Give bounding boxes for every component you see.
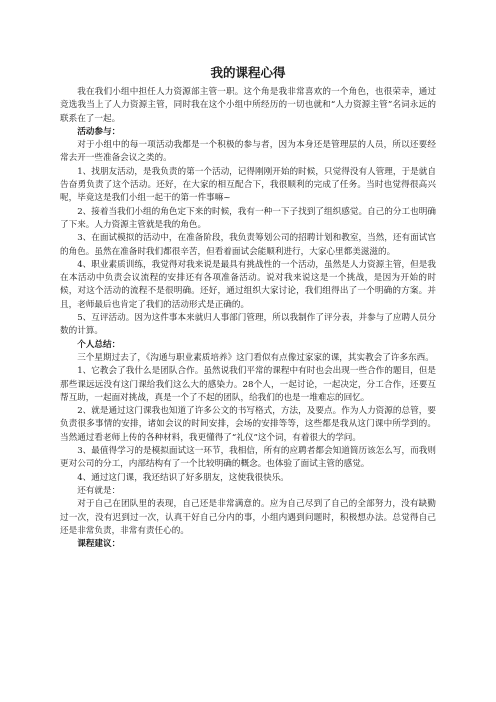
activity-item-2: 2、接着当我们小组的角色定下来的时候，我有一种一下子找到了组织感觉。自己的分工也明确了下来。人力资源主管就是我的角色。 [60,206,436,230]
activity-item-3: 3、在面试模拟的活动中，在准备阶段，我负责筹划公司的招聘计划和教室，当然，还有面试官的角色。虽然在准备时我们都很辛苦，但看着面试会能顺利进行，大家心里都美滋滋的。 [60,233,436,257]
suggestion-heading: 课程建议： [77,539,121,550]
summary-item-4: 4、通过这门课，我还结识了好多朋友，这使我很快乐。 [77,472,289,483]
summary-heading: 个人总结： [77,339,121,350]
activity-intro-paragraph: 对于小组中的每一项活动我都是一个积极的参与者，因为本身还是管理层的人员，所以还要经常去开一些准备会议之类的。 [60,140,436,164]
activity-heading: 活动参与： [77,126,121,137]
activity-item-5: 5、互评活动。因为这件事本来就归人事部门管理，所以我制作了评分表，并参与了应聘人员分数的计算。 [60,313,436,337]
activity-item-4: 4、职业素质训练，我觉得对我来说是最具有挑战性的一个活动，虽然是人力资源主管，但是我在本活动中负责会议流程的安排还有各项准备活动。说对我来说这是一个挑战，是因为开始的时候，对这个活动的流程不是很明确。还好，通过组织大家讨论，我们组得出了一个明确的方案。并且，老师最后也肯定了我们的活动形式是正确的。 [60,259,436,310]
activity-item-1: 1、找朋友活动，是我负责的第一个活动，记得刚刚开始的时候，只觉得没有人管理，于是就自告奋勇负责了这个活动。还好，在大家的相互配合下，我很顺利的完成了任务。当时也觉得很高兴呢，毕竟这是我们小组一起干的第一件事嘛~ [60,166,436,204]
remaining-paragraph: 对于自己在团队里的表现，自己还是非常满意的。应为自己尽到了自己的全部努力，没有缺勤过一次，没有迟到过一次，认真干好自己分内的事，小组内遇到问题时，积极想办法。总觉得自己还是非常负责，非常有责任心的。 [60,499,436,536]
summary-item-2: 2、就是通过这门课我也知道了许多公文的书写格式，方法，及要点。作为人力资源的总管，要负责很多事情的安排，诸如会议的时间安排，会场的安排等等，这些都是我从这门课中所学到的。当然通过看老师上传的各种材料，我更懂得了“礼仪”这个词，有着很大的学问。 [60,406,436,443]
remaining-heading: 还有就是： [77,485,121,496]
summary-item-1: 1、它教会了我什么是团队合作。虽然说我们平常的课程中有时也会出现一些合作的题目，但是那些课远远没有这门课给我们这么大的感染力。28个人，一起讨论，一起决定，分工合作，还要互帮互助，一起面对挑战，真是一个了不起的团队，给我们的也是一堆难忘的回忆。 [60,366,436,403]
summary-item-3: 3、最值得学习的是模拟面试这一环节，我相信，所有的应聘者都会知道简历该怎么写，而我则更对公司的分工，内部结构有了一个比较明确的概念。也体验了面试主管的感觉。 [60,446,436,470]
summary-intro-paragraph: 三个星期过去了，《沟通与职业素质培养》这门看似有点像过家家的课，其实教会了许多东西。 [77,352,434,363]
intro-paragraph: 我在我们小组中担任人力资源部主管一职。这个角是我非常喜欢的一个角色，也很荣幸，通过竞选我当上了人力资源主管，同时我在这个小组中所经历的一切也就和“人力资源主管”名词永远的联系在了一起。 [60,87,436,124]
document-title: 我的课程心得 [210,65,286,80]
